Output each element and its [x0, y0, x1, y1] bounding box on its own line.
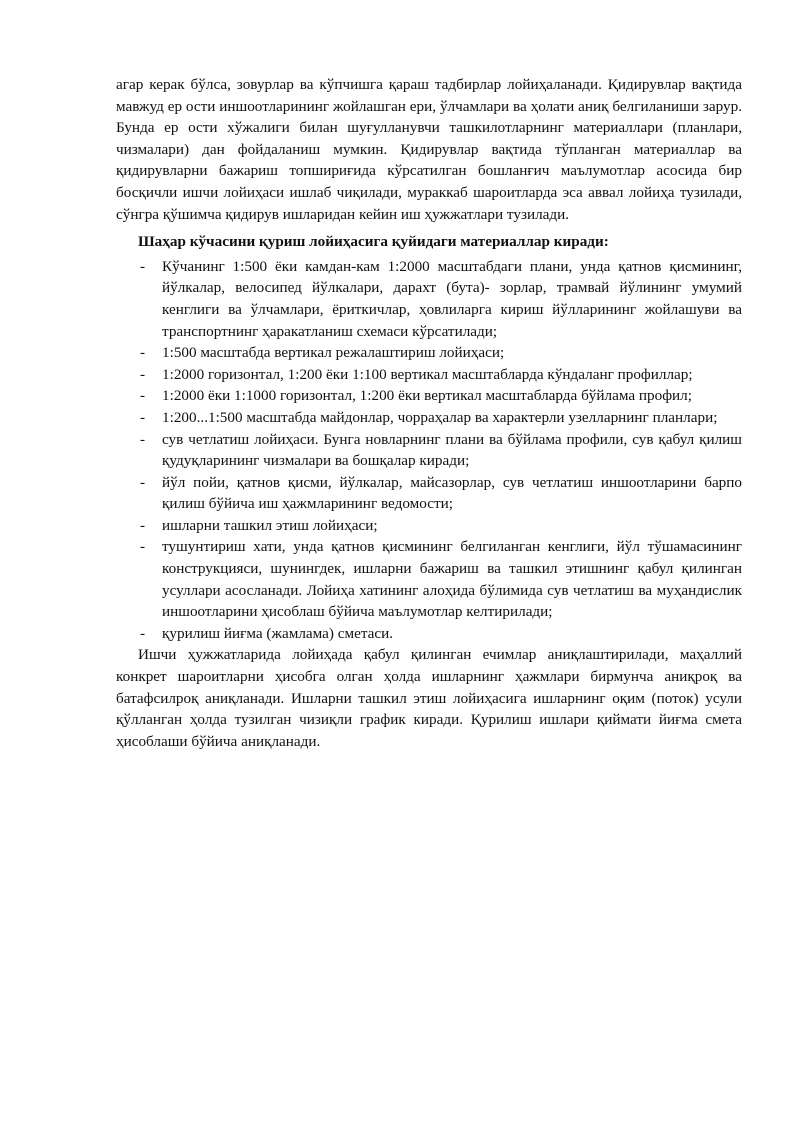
- list-item: [116, 364, 742, 386]
- list-marker: -: [140, 538, 146, 556]
- list-item-text: қурилиш йиғма (жамлама) сметаси.: [162, 624, 394, 642]
- list-item-text: 1:2000 ёки 1:1000 горизонтал, 1:200 ёки вертикал масштабларда бўйлама профил;: [162, 387, 692, 405]
- list-item-text: 1:200...1:500 масштабда майдонлар, чорраҳалар ва характерли узелларнинг планлари;: [162, 408, 718, 426]
- list-item-text: тушунтириш хати, унда қатнов қисмининг белгиланган кенглиги, йўл тўшамасининг конструкцияси, шунингдек, ишларни бажариш ва ташкил этишнинг қабул қилинган усуллари асосланади. Лойиҳа хатининг алоҳида бўлимида сув четлатиш ва муҳандислик иншоотларини ҳисоблаш бўйича маълумотлар келтирилади;: [162, 538, 742, 621]
- list-item-text: сув четлатиш лойиҳаси. Бунга новларнинг плани ва бўйлама профили, сув қабул қилиш қудуқларининг чизмалари ва бошқалар киради;: [162, 430, 742, 470]
- list-item-text: йўл пойи, қатнов қисми, йўлкалар, майсазорлар, сув четлатиш иншоотларини барпо қилиш бўйича иш ҳажмларининг ведомости;: [162, 473, 742, 513]
- list-item-text: Кўчанинг 1:500 ёки камдан-кам 1:2000 масштабдаги плани, унда қатнов қисмининг, йўлкалар, велосипед йўлкалари, дарахт (бута)- зорлар, трамвай йўлининг умумий кенглиги ва ўлчамлари, ёриткичлар, ҳовлиларга кириш йўлларининг жойлашуви ва транспортнинг ҳаракатланиш схемаси кўрсатилади;: [162, 257, 742, 340]
- list-item: [116, 429, 742, 472]
- list-marker: -: [140, 344, 146, 362]
- list-marker: -: [140, 257, 146, 275]
- list-marker: -: [140, 365, 146, 383]
- list-item: [116, 515, 742, 537]
- list-item: [116, 623, 742, 645]
- section-heading: Шаҳар кўчасини қуриш лойиҳасига қуйидаги материаллар киради:: [138, 233, 609, 251]
- list-marker: -: [140, 473, 146, 491]
- materials-list: [116, 256, 742, 645]
- closing-paragraph: Ишчи ҳужжатларида лойиҳада қабул қилинган ечимлар аниқлаштирилади, маҳаллий конкрет шароитларни ҳисобга олган ҳолда ишларнинг ҳажмлари бирмунча аниқроқ ва батафсилроқ аниқланади. Ишларни ташкил этиш лойиҳасига ишларнинг оқим (поток) усули қўлланган ҳолда тузилган чизиқли график киради. Қурилиш ишлари қиймати йиғма смета ҳисоблаши бўйича аниқланади.: [116, 646, 742, 750]
- list-item: [116, 536, 742, 622]
- document-page: [116, 74, 742, 752]
- list-marker: -: [140, 516, 146, 534]
- list-marker: -: [140, 408, 146, 426]
- list-item: [116, 472, 742, 515]
- list-item: [116, 342, 742, 364]
- list-item: [116, 385, 742, 407]
- list-item-text: 1:2000 горизонтал, 1:200 ёки 1:100 вертикал масштабларда кўндаланг профиллар;: [162, 365, 693, 383]
- list-item-text: 1:500 масштабда вертикал режалаштириш лойиҳаси;: [162, 344, 505, 362]
- list-marker: -: [140, 430, 146, 448]
- intro-paragraph: агар керак бўлса, зовурлар ва кўпчишга қараш тадбирлар лойиҳаланади. Қидирувлар вақтида мавжуд ер ости иншоотларининг жойлашган ери, ўлчамлари ва ҳолати аниқ белгиланиши зарур. Бунда ер ости хўжалиги билан шуғулланувчи ташкилотларнинг материаллари (планлари, чизмалари) дан фойдаланиш мумкин. Қидирувлар вақтида тўпланган материаллар ва қидирувларни бажариш топшириғида кўрсатилган бошланғич маълумотлар асосида бир босқичли ишчи лойиҳаси ишлаб чиқилади, мураккаб шароитларда эса аввал лойиҳа тузилади, сўнгра қўшимча қидирув ишларидан кейин иш ҳужжатлари тузилади.: [116, 76, 742, 223]
- list-marker: -: [140, 387, 146, 405]
- list-item-text: ишларни ташкил этиш лойиҳаси;: [162, 516, 378, 534]
- list-item: [116, 407, 742, 429]
- list-item: [116, 256, 742, 342]
- list-marker: -: [140, 624, 146, 642]
